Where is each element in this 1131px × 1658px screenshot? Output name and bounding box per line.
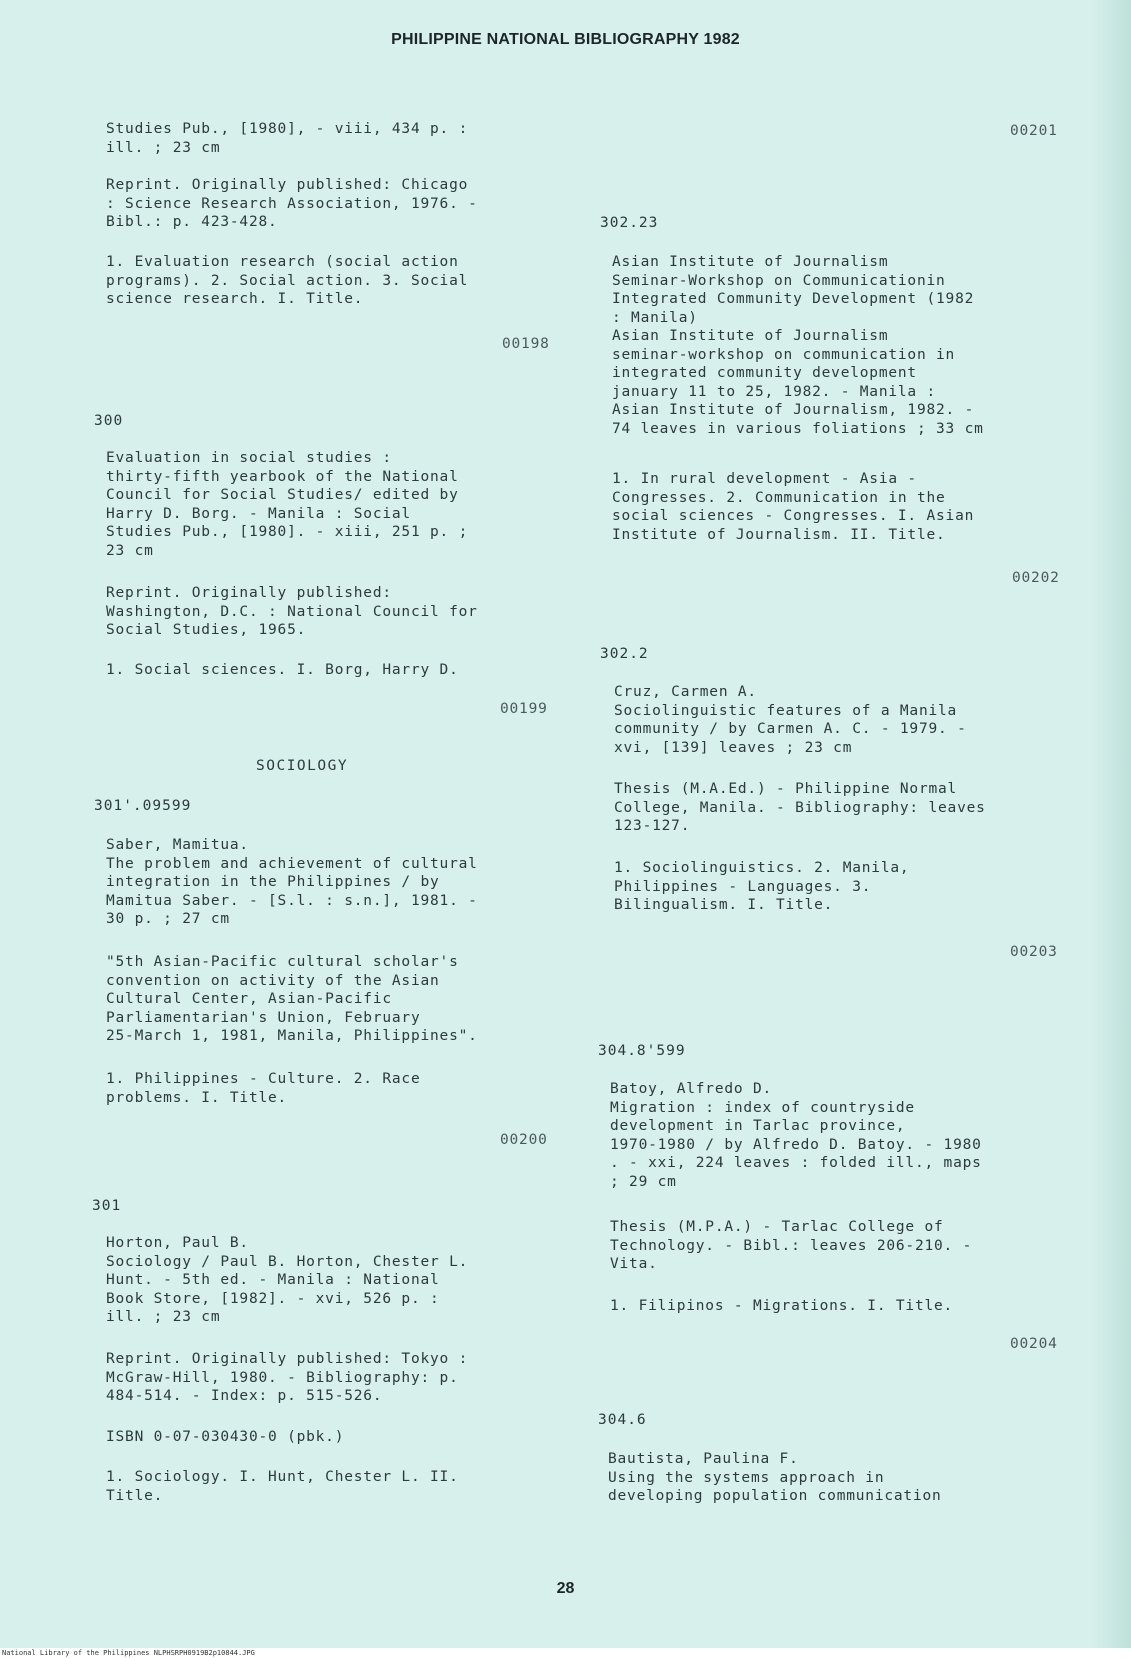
class-number: 302.2 (600, 646, 649, 662)
entry-body: Horton, Paul B. Sociology / Paul B. Horton, Chester L. Hunt. - 5th ed. - Manila : National Book Store, [1982]. - xvi, 526 p. : ill. ; 23 cm (106, 1235, 469, 1325)
entry-number: 00202 (1012, 570, 1060, 586)
entry-subjects: 1. Filipinos - Migrations. I. Title. (610, 1298, 954, 1314)
entry-isbn: ISBN 0-07-030430-0 (pbk.) (106, 1429, 345, 1445)
class-number: 300 (94, 413, 124, 429)
entry-note: Reprint. Originally published: Tokyo : McGraw-Hill, 1980. - Bibliography: p. 484-514. - Index: p. 515-526. (106, 1351, 469, 1404)
entry-note: Reprint. Originally published: Chicago : Science Research Association, 1976. - Bibl.: p. 423-428. (106, 177, 478, 230)
entry-body: Cruz, Carmen A. Sociolinguistic features of a Manila community / by Carmen A. C. - 1979. - xvi, [139] leaves ; 23 cm (614, 684, 967, 756)
entry-publication: Studies Pub., [1980], - viii, 434 p. : ill. ; 23 cm (106, 121, 469, 156)
page-header: PHILIPPINE NATIONAL BIBLIOGRAPHY 1982 (391, 31, 740, 48)
entry-subjects: 1. Sociolinguistics. 2. Manila, Philippines - Languages. 3. Bilingualism. I. Title. (614, 860, 910, 913)
class-number: 301'.09599 (94, 798, 192, 814)
entry-body: Batoy, Alfredo D. Migration : index of countryside development in Tarlac province, 1970-1980 / by Alfredo D. Batoy. - 1980 . - xxi, 224 leaves : folded ill., maps ; 29 cm (610, 1081, 982, 1190)
entry-body: Bautista, Paulina F. Using the systems approach in developing population communication (608, 1451, 942, 1504)
entry-subjects: 1. Philippines - Culture. 2. Race problems. I. Title. (106, 1071, 421, 1106)
entry-number: 00200 (500, 1132, 548, 1148)
entry-number: 00199 (500, 701, 548, 717)
entry-note: Thesis (M.A.Ed.) - Philippine Normal College, Manila. - Bibliography: leaves 123-127. (614, 781, 986, 834)
entry-body: Evaluation in social studies : thirty-fifth yearbook of the National Council for Social Studies/ edited by Harry D. Borg. - Manila : Social Studies Pub., [1980]. - xiii, 251 p. ; 23 cm (106, 450, 469, 559)
entry-body: Saber, Mamitua. The problem and achievement of cultural integration in the Philippines / by Mamitua Saber. - [S.l. : s.n.], 1981. - 30 p. ; 27 cm (106, 837, 478, 927)
page-edge-shadow (1091, 0, 1131, 1658)
entry-number: 00203 (1010, 944, 1058, 960)
page-number: 28 (556, 1580, 575, 1597)
class-number: 301 (92, 1198, 122, 1214)
class-number: 304.6 (598, 1412, 647, 1428)
scan-footer: National Library of the Philippines NLPHSRPH0919B2p10844.JPG (0, 1648, 1131, 1658)
entry-subjects: 1. Evaluation research (social action programs). 2. Social action. 3. Social science research. I. Title. (106, 254, 469, 307)
entry-note: Thesis (M.P.A.) - Tarlac College of Technology. - Bibl.: leaves 206-210. - Vita. (610, 1219, 973, 1272)
entry-number: 00204 (1010, 1336, 1058, 1352)
entry-subjects: 1. Social sciences. I. Borg, Harry D. (106, 662, 459, 678)
entry-body: Asian Institute of Journalism Seminar-Workshop on Communicationin Integrated Community Development (1982 : Manila) Asian Institute of Journalism seminar-workshop on communication in integrated community development january 11 to 25, 1982. - Manila : Asian Institute of Journalism, 1982. - 74 leaves in various foliations ; 33 cm (612, 254, 984, 437)
entry-note: Reprint. Originally published: Washington, D.C. : National Council for Social Studies, 1965. (106, 585, 478, 638)
section-heading: SOCIOLOGY (256, 758, 349, 774)
entry-number: 00198 (502, 336, 550, 352)
entry-note: "5th Asian-Pacific cultural scholar's convention on activity of the Asian Cultural Center, Asian-Pacific Parliamentarian's Union, February 25-March 1, 1981, Manila, Philippines". (106, 954, 478, 1044)
class-number: 302.23 (600, 215, 659, 231)
entry-subjects: 1. In rural development - Asia - Congresses. 2. Communication in the social sciences - Congresses. I. Asian Institute of Journalism. II. Title. (612, 471, 975, 543)
entry-number: 00201 (1010, 123, 1058, 139)
class-number: 304.8'599 (598, 1043, 686, 1059)
entry-subjects: 1. Sociology. I. Hunt, Chester L. II. Title. (106, 1469, 459, 1504)
